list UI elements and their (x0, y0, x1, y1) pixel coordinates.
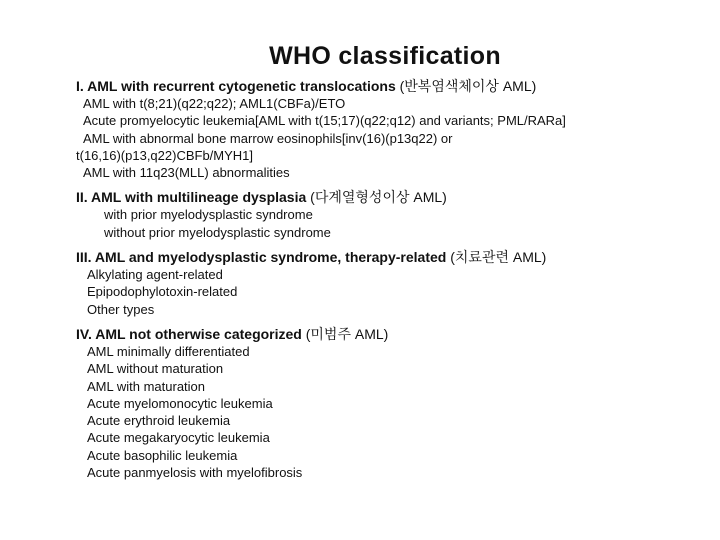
list-item: Acute myelomonocytic leukemia (87, 395, 273, 411)
list-item: Acute megakaryocytic leukemia (87, 430, 270, 446)
list-item: AML with abnormal bone marrow eosinophils[inv(16)(p13q22) or (83, 130, 453, 146)
list-item: AML with t(8;21)(q22;q22); AML1(CBFa)/ETO (83, 96, 346, 111)
list-item: AML with 11q23(MLL) abnormalities (83, 165, 290, 181)
section-heading-korean: (치료관련 AML) (450, 249, 547, 266)
list-item: Other types (87, 301, 155, 317)
list-item: Epipodophylotoxin-related (87, 284, 238, 300)
section-heading-text: III. AML and myelodysplastic syndrome, therapy-related (76, 249, 447, 266)
section-heading-text: IV. AML not otherwise categorized (76, 325, 302, 342)
list-item: with prior myelodysplastic syndrome (104, 207, 313, 223)
section-heading-text: I. AML with recurrent cytogenetic translocations (76, 78, 396, 94)
list-item: Acute promyelocytic leukemia[AML with t(15;17)(q22;q12) and variants; PML/RARa] (83, 113, 566, 129)
section-heading-1 (76, 77, 706, 95)
list-item-continuation: t(16,16)(p13,q22)CBFb/MYH1] (76, 147, 254, 163)
section-heading-korean: (미범주 AML) (305, 325, 389, 342)
list-item: without prior myelodysplastic syndrome (104, 224, 331, 240)
section-heading-text: II. AML with multilineage dysplasia (76, 189, 307, 206)
list-item: AML with maturation (87, 378, 206, 394)
list-item: Acute panmyelosis with myelofibrosis (87, 465, 303, 481)
classification-list (76, 77, 706, 481)
list-item: AML without maturation (87, 361, 224, 377)
list-item: AML minimally differentiated (87, 343, 250, 359)
spacer (76, 241, 706, 248)
section-heading-korean: (다계열형성이상 AML) (310, 189, 447, 206)
section-heading-2 (76, 188, 706, 206)
section-heading-korean: (반복염색체이상 AML) (399, 78, 537, 94)
list-item: Alkylating agent-related (87, 267, 223, 283)
section-heading-3 (76, 248, 706, 266)
spacer (76, 181, 706, 188)
list-item: Acute basophilic leukemia (87, 447, 238, 463)
page-title: WHO classification (269, 42, 501, 70)
section-heading-4 (76, 325, 706, 343)
spacer (76, 318, 706, 325)
list-item: Acute erythroid leukemia (87, 413, 231, 429)
